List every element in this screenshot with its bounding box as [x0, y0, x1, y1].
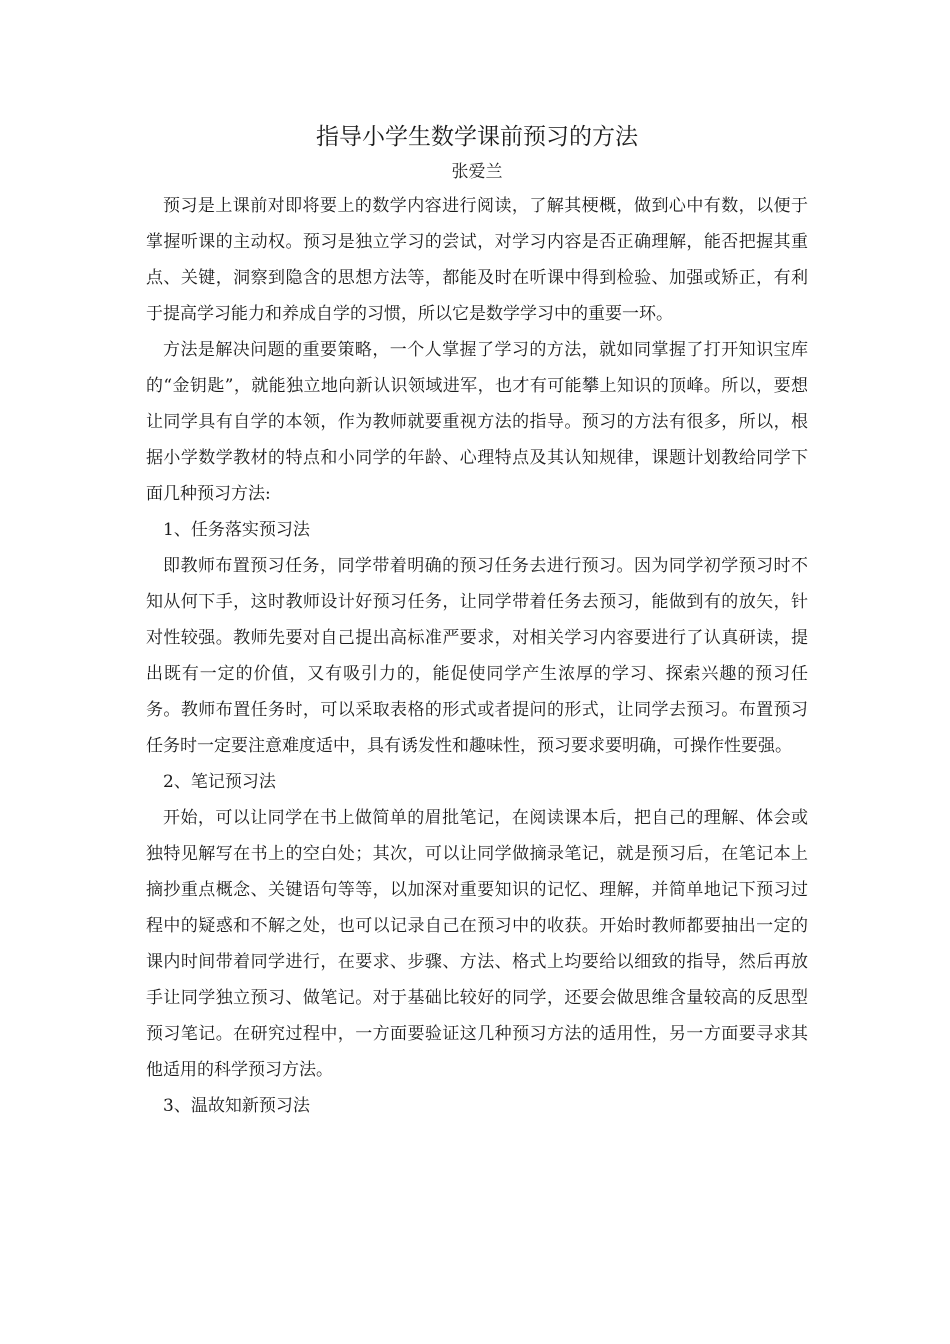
section-heading-3: 3、温故知新预习法 [163, 1096, 310, 1116]
section-body-2: 开始，可以让同学在书上做简单的眉批笔记，在阅读课本后，把自己的理解、体会或独特见解写在书上的空白处；其次，可以让同学做摘录笔记，就是预习后，在笔记本上摘抄重点概念、关键语句等等，以加深对重要知识的记忆、理解，并简单地记下预习过程中的疑惑和不解之处，也可以记录自己在预习中的收获。开始时教师都要抽出一定的课内时间带着同学进行，在要求、步骤、方法、格式上均要给以细致的指导，然后再放手让同学独立预习、做笔记。对于基础比较好的同学，还要会做思维含量较高的反思型预习笔记。在研究过程中，一方面要验证这几种预习方法的适用性，另一方面要寻求其他适用的科学预习方法。 [146, 808, 808, 1080]
document-title: 指导小学生数学课前预习的方法 [316, 124, 638, 150]
section-heading-1: 1、任务落实预习法 [163, 520, 310, 540]
section-body-1: 即教师布置预习任务，同学带着明确的预习任务去进行预习。因为同学初学预习时不知从何下手，这时教师设计好预习任务，让同学带着任务去预习，能做到有的放矢，针对性较强。教师先要对自己提出高标准严要求，对相关学习内容要进行了认真研读，提出既有一定的价值，又有吸引力的，能促使同学产生浓厚的学习、探索兴趣的预习任务。教师布置任务时，可以采取表格的形式或者提问的形式，让同学去预习。布置预习任务时一定要注意难度适中，具有诱发性和趣味性，预习要求要明确，可操作性要强。 [146, 556, 808, 756]
document-author: 张爱兰 [451, 162, 503, 182]
intro-paragraph-1: 预习是上课前对即将要上的数学内容进行阅读，了解其梗概，做到心中有数，以便于掌握听课的主动权。预习是独立学习的尝试，对学习内容是否正确理解，能否把握其重点、关键，洞察到隐含的思想方法等，都能及时在听课中得到检验、加强或矫正，有利于提高学习能力和养成自学的习惯，所以它是数学学习中的重要一环。 [146, 196, 808, 324]
section-heading-2: 2、笔记预习法 [163, 772, 276, 792]
document-page [146, 118, 808, 1124]
intro-paragraph-2: 方法是解决问题的重要策略，一个人掌握了学习的方法，就如同掌握了打开知识宝库的“金钥匙”，就能独立地向新认识领域进军，也才有可能攀上知识的顶峰。所以，要想让同学具有自学的本领，作为教师就要重视方法的指导。预习的方法有很多，所以，根据小学数学教材的特点和小同学的年龄、心理特点及其认知规律，课题计划教给同学下面几种预习方法: [146, 340, 808, 504]
